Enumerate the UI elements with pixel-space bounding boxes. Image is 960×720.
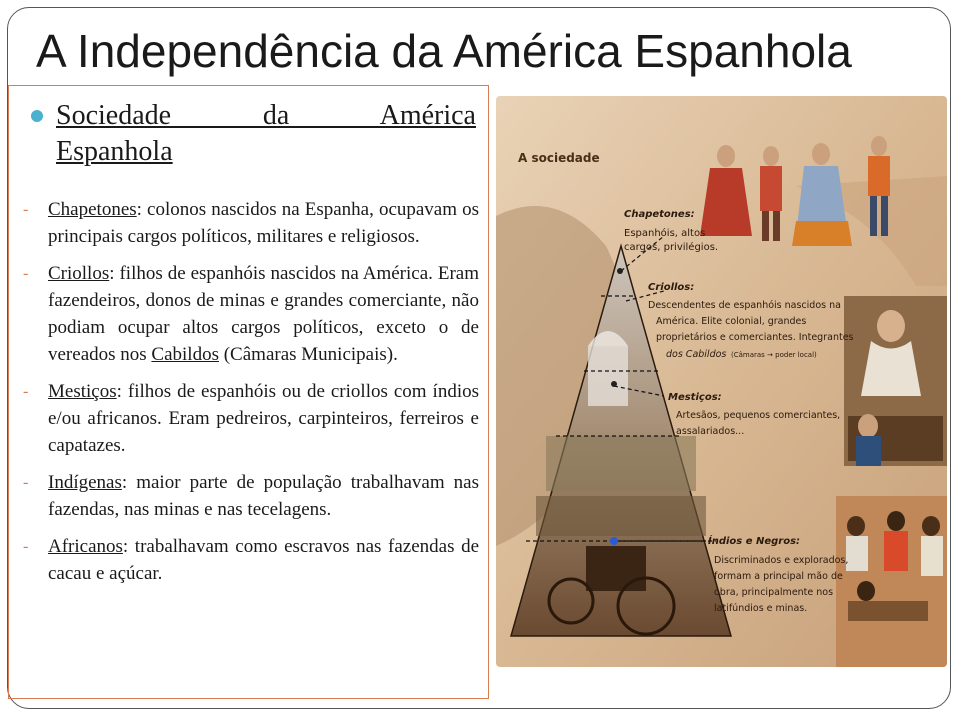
chapetones-text: cargos, privilégios. [624,242,719,253]
mesticos-label: Mestiços: [668,392,722,403]
item-text: : maior parte de população trabalhavam nas fazendas, nas minas e nas tecelagens. [48,472,479,520]
item-term: Africanos [48,536,123,557]
item-text: : colonos nascidos na Espanha, ocupavam os principais cargos políticos, militares e religiosos. [48,199,479,247]
item-text: : filhos de espanhóis nascidos na América. Eram fazendeiros, donos de minas e grandes comerciante, não podiam ocupar altos cargos políticos, exceto o de vereados nos [48,263,479,365]
item-term: Indígenas [48,472,122,493]
mesticos-text: assalariados... [676,426,745,437]
criollos-text: dos Cabildos [666,349,727,360]
bullet-icon [31,110,43,122]
criollos-text: Descendentes de espanhóis nascidos na [648,300,841,311]
item-term: Mestiços [48,381,117,402]
class-list [23,196,479,597]
criollos-text: (Câmaras → poder local) [731,351,817,359]
society-illustration [496,96,947,667]
item-term-cabildos: Cabildos [151,344,219,365]
item-text: : trabalhavam como escravos nas fazendas de cacau e açúcar. [48,536,479,584]
dash-icon: - [23,474,29,491]
chapetones-label: Chapetones: [624,209,695,220]
criollos-text: proprietários e comerciantes. Integrantes [656,332,854,343]
section-heading [31,98,476,170]
list-item [23,260,479,368]
criollos-scene [844,296,947,466]
heading-line-2: Espanhola [56,136,173,167]
item-term: Chapetones [48,199,137,220]
indios-scene [836,496,947,667]
indios-text: formam a principal mão de [714,571,843,582]
list-item [23,533,479,587]
item-text: : filhos de espanhóis ou de criollos com índios e/ou africanos. Eram pedreiros, carpinteiros, ferreiros e capatazes. [48,381,479,456]
indios-label: Índios e Negros: [708,536,801,547]
dash-icon: - [23,201,29,218]
indios-text: latifúndios e minas. [714,603,808,614]
criollos-text: América. Elite colonial, grandes [656,316,807,327]
heading-line-1: Sociedade da América [56,100,476,131]
item-text: (Câmaras Municipais). [218,344,398,365]
dash-icon: - [23,265,29,282]
list-item [23,469,479,523]
dash-icon: - [23,538,29,555]
criollos-label: Criollos: [648,282,695,293]
mesticos-text: Artesãos, pequenos comerciantes, [676,410,841,421]
chapetones-text: Espanhóis, altos [624,228,706,239]
illustration-title: A sociedade [518,151,600,165]
content-box [8,85,489,699]
indios-text: obra, principalmente nos [714,587,834,598]
indios-text: Discriminados e explorados, [714,555,849,566]
dash-icon: - [23,383,29,400]
slide-title: A Independência da América Espanhola [36,25,852,77]
item-term: Criollos [48,263,110,284]
list-item [23,378,479,459]
list-item [23,196,479,250]
